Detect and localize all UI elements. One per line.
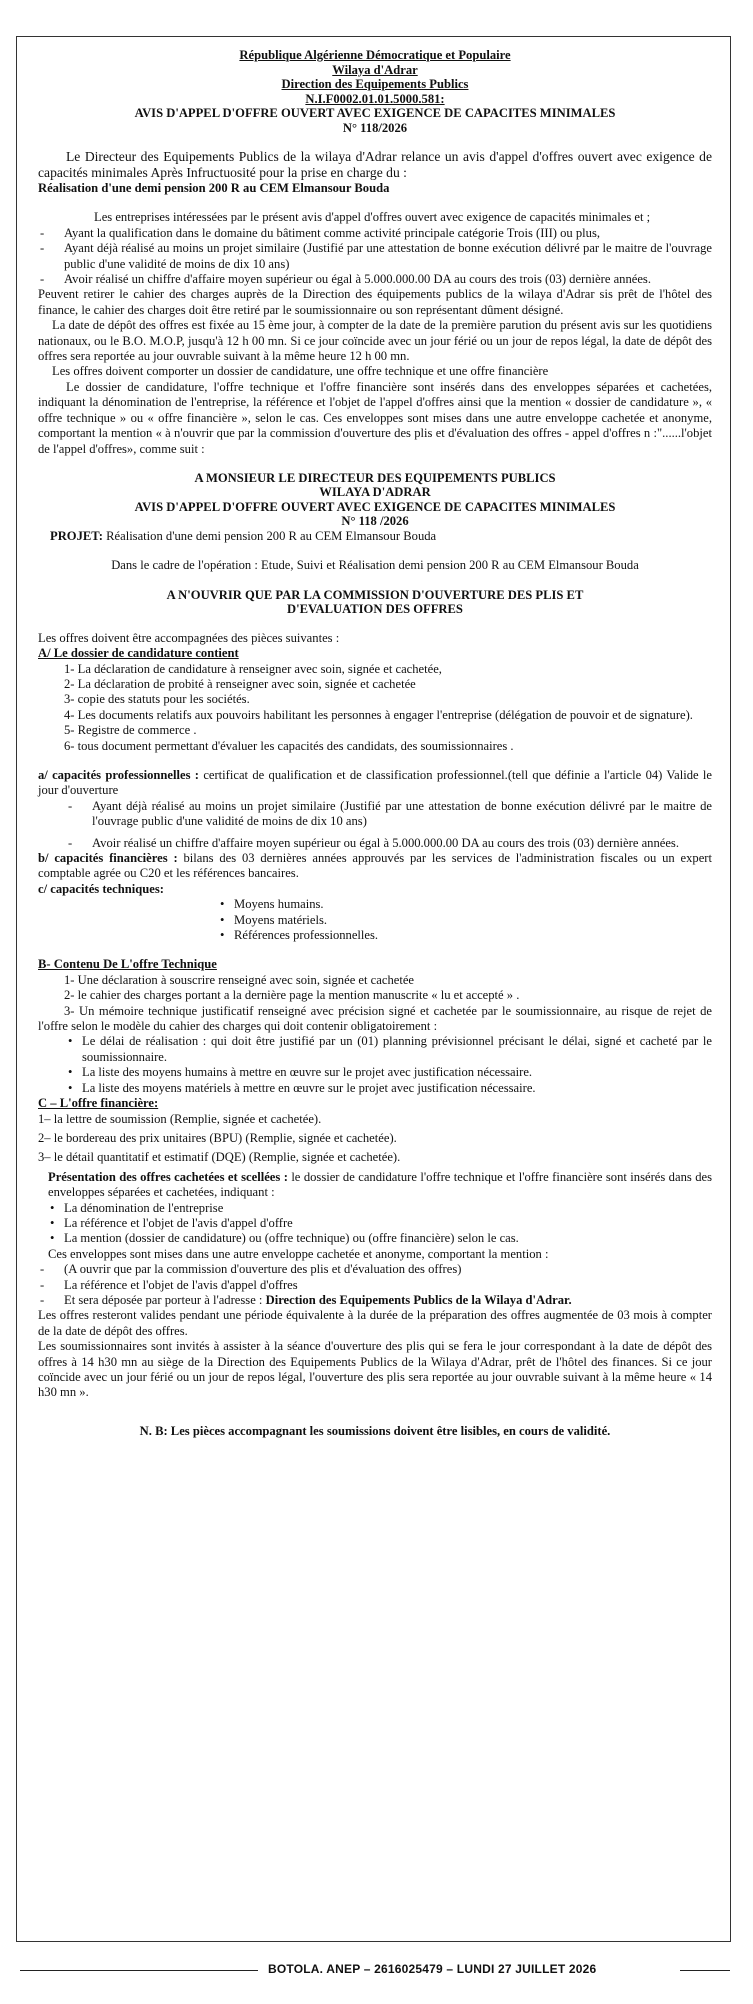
section-b-sublist bbox=[38, 1034, 712, 1096]
cap-fin-label: b/ capacités financières : bbox=[38, 851, 178, 865]
wilaya-title: Wilaya d'Adrar bbox=[332, 62, 418, 77]
section-b-list bbox=[38, 973, 712, 1035]
comporter-paragraph: Les offres doivent comporter un dossier de candidature, une offre technique et une offre financière bbox=[52, 364, 549, 379]
operation-line: Dans le cadre de l'opération : Etude, Suivi et Réalisation demi pension 200 R au CEM Elmansour Bouda bbox=[111, 558, 639, 573]
presentation-list bbox=[38, 1201, 712, 1247]
list-item: • La liste des moyens matériels à mettre en œuvre sur le projet avec justification nécessaire. bbox=[56, 1081, 712, 1096]
conditions-list bbox=[38, 226, 712, 288]
list-item: • Références professionnelles. bbox=[208, 928, 712, 943]
list-item: - (A ouvrir que par la commission d'ouverture des plis et d'évaluation des offres) bbox=[38, 1262, 712, 1277]
list-item: 2– le bordereau des prix unitaires (BPU) (Remplie, signée et cachetée). bbox=[38, 1130, 397, 1145]
conditions-intro: Les entreprises intéressées par le présent avis d'appel d'offres ouvert avec exigence de capacités minimales et ; bbox=[94, 210, 651, 225]
nb-note: N. B: Les pièces accompagnant les soumissions doivent être lisibles, en cours de validité. bbox=[139, 1423, 611, 1438]
address-line: A MONSIEUR LE DIRECTEUR DES EQUIPEMENTS PUBLICS bbox=[194, 470, 556, 485]
cap-pro-line bbox=[38, 768, 712, 799]
list-item: • Moyens matériels. bbox=[208, 913, 712, 928]
list-item: • La liste des moyens humains à mettre en œuvre sur le projet avec justification nécessaire. bbox=[56, 1065, 712, 1080]
cap-tech-label: c/ capacités techniques: bbox=[38, 881, 164, 896]
list-item: - Avoir réalisé un chiffre d'affaire moyen supérieur ou égal à 5.000.000.00 DA au cours des trois (03) dernière années. bbox=[38, 272, 712, 287]
mises-list bbox=[38, 1262, 712, 1308]
avis-number: N° 118/2026 bbox=[342, 120, 408, 135]
section-a-list bbox=[38, 662, 712, 754]
cap-fin-line bbox=[38, 851, 712, 882]
list-item: - La référence et l'objet de l'avis d'appel d'offres bbox=[38, 1278, 712, 1293]
direction-title: Direction des Equipements Publics bbox=[281, 77, 469, 91]
list-item: 4- Les documents relatifs aux pouvoirs habilitant les personnes à engager l'entreprise (délégation de pouvoir et de signature). bbox=[64, 707, 693, 722]
list-item: • Le délai de réalisation : qui doit être justifié par un (01) planning prévisionnel précisant le délai, signé et cacheté par le soumissionnaire. bbox=[56, 1034, 712, 1065]
section-c-title: C – L'offre financière: bbox=[38, 1096, 159, 1111]
list-item: 3- copie des statuts pour les sociétés. bbox=[64, 692, 250, 707]
deposee-text: Et sera déposée par porteur à l'adresse : bbox=[64, 1292, 263, 1307]
projet-value: Réalisation d'une demi pension 200 R au CEM Elmansour Bouda bbox=[106, 528, 437, 543]
deposee-item bbox=[38, 1293, 712, 1308]
section-a-title: A/ Le dossier de candidature contient bbox=[38, 646, 239, 661]
intro-paragraph: Le Directeur des Equipements Publics de la wilaya d'Adrar relance un avis d'appel d'offres ouvert avec exigence de capacités minimales Après Infructuosité pour la prise en charge du : bbox=[38, 149, 712, 180]
address-line: WILAYA D'ADRAR bbox=[319, 485, 431, 500]
list-item: 2- le cahier des charges portant a la dernière page la mention manuscrite « lu et accepté » . bbox=[64, 988, 520, 1003]
list-item: 2- La déclaration de probité à renseigner avec soin, signée et cachetée bbox=[64, 676, 416, 691]
list-item: - Ayant la qualification dans le domaine du bâtiment comme activité principale catégorie Trois (III) ou plus, bbox=[38, 226, 712, 241]
list-item: 5- Registre de commerce . bbox=[64, 723, 197, 738]
deposee-address: Direction des Equipements Publics de la Wilaya d'Adrar. bbox=[265, 1292, 572, 1307]
list-item: 3– le détail quantitatif et estimatif (DQE) (Remplie, signée et cachetée). bbox=[38, 1150, 401, 1165]
list-item: • La mention (dossier de candidature) ou (offre technique) ou (offre financière) selon le cas. bbox=[38, 1231, 712, 1246]
header-block bbox=[38, 48, 712, 135]
cap-pro-text: certificat de qualification et de classification professionnel.(tell que définie a l'article 04) Valide le jour d'ouverture bbox=[38, 767, 712, 798]
cap-pro-list bbox=[38, 799, 712, 851]
projet-line bbox=[38, 529, 712, 544]
depot-paragraph: La date de dépôt des offres est fixée au 15 ème jour, à compter de la date de la première parution du présent avis sur les quotidiens nationaux, ou le B.O. M.O.P, jusqu'à 12 h 00 mn. Si ce jour coïncide avec un jour férié ou un jour de repos légal, la date de dépôt des offres sera reportée au jour ouvrable suivant à la même heure 12 h 00 mn. bbox=[38, 318, 712, 364]
list-item: • La référence et l'objet de l'avis d'appel d'offre bbox=[38, 1216, 712, 1231]
list-item: 3- Un mémoire technique justificatif renseigné avec précision signé et cachetée par le soumissionnaire, au risque de rejet de l'offre selon le modèle du cahier des charges qui doit contenir obligatoirement : bbox=[38, 1003, 712, 1034]
mises-paragraph: Ces enveloppes sont mises dans une autre enveloppe cachetée et anonyme, comportant la mention : bbox=[48, 1246, 549, 1261]
republic-title: République Algérienne Démocratique et Populaire bbox=[239, 48, 511, 62]
document-body bbox=[38, 48, 712, 1439]
nif-number: N.I.F0002.01.01.5000.581: bbox=[305, 91, 445, 106]
footer-rule-left bbox=[20, 1970, 258, 1971]
footer bbox=[0, 1960, 753, 1990]
cap-fin-text: bilans des 03 dernières années approuvés par les services de l'administration fiscales ou un expert comptable agrée ou C20 et les références bancaires. bbox=[38, 851, 712, 881]
cap-pro-label: a/ capacités professionnelles : bbox=[38, 767, 199, 782]
list-item: 1- La déclaration de candidature à renseigner avec soin, signée et cachetée, bbox=[64, 661, 442, 676]
address-block bbox=[38, 471, 712, 529]
enveloppes-paragraph: Le dossier de candidature, l'offre technique et l'offre financière sont insérés dans des enveloppes séparées et cachetées, indiquant la dénomination de l'entreprise, la référence et l'objet de l'appel d'offres ainsi que la mention « dossier de candidature », « offre technique » ou « offre financière », selon le cas. Ces enveloppes sont mises dans une autre enveloppe cachetée et anonyme, comportant la mention « à n'ouvrir que par la commission d'ouverture des plis et d'évaluation des offres - appel d'offres n :"......l'objet de l'appel d'offres», comme suit : bbox=[38, 379, 712, 456]
invites-paragraph: Les soumissionnaires sont invités à assister à la séance d'ouverture des plis qui se fera le jour correspondant à la date de dépôt des offres à 14 h30 mn au siège de la Direction des Equipements Publics de la Wilaya d'Adrar, prêt de l'hôtel des finances. Si ce jour coïncide avec un jour férié ou un jour de repos légal, l'ouverture des plis sera reportée au jour ouvrable suivant à la même heure « 14 h30 mn ». bbox=[38, 1339, 712, 1400]
avis-title: AVIS D'APPEL D'OFFRE OUVERT AVEC EXIGENCE DE CAPACITES MINIMALES bbox=[134, 106, 616, 120]
list-item: - Ayant déjà réalisé au moins un projet similaire (Justifié par une attestation de bonne exécution délivré par le maitre de l'ouvrage public d'une validité de moins de dix 10 ans) bbox=[38, 241, 712, 272]
section-c-list bbox=[38, 1112, 712, 1166]
retirer-paragraph: Peuvent retirer le cahier des charges auprès de la Direction des équipements publics de la wilaya d'Adrar sis prêt de l'hôtel des finance, le cahier des charges doit être retiré par le soumissionnaire ou son représentant dûment désigné. bbox=[38, 287, 712, 317]
list-item: 6- tous document permettant d'évaluer les capacités des candidats, des soumissionnaires . bbox=[64, 738, 514, 753]
validite-paragraph: Les offres resteront valides pendant une période équivalente à la durée de la préparation des offres augmentée de 03 mois à compter de la date de dépôt des offres. bbox=[38, 1308, 712, 1338]
list-item: - Avoir réalisé un chiffre d'affaire moyen supérieur ou égal à 5.000.000.00 DA au cours des trois (03) dernière années. bbox=[66, 836, 712, 851]
footer-text: BOTOLA. ANEP – 2616025479 – LUNDI 27 JUILLET 2026 bbox=[268, 1962, 597, 1976]
cap-tech-list bbox=[38, 897, 712, 943]
list-item: - Ayant déjà réalisé au moins un projet similaire (Justifié par une attestation de bonne exécution délivré par le maitre de l'ouvrage public d'une validité de moins de dix 10 ans) bbox=[66, 799, 712, 830]
pieces-intro: Les offres doivent être accompagnées des pièces suivantes : bbox=[38, 630, 340, 645]
presentation-line bbox=[38, 1170, 712, 1201]
projet-label: PROJET: bbox=[50, 528, 103, 543]
footer-rule-right bbox=[680, 1970, 730, 1971]
address-line: AVIS D'APPEL D'OFFRE OUVERT AVEC EXIGENCE DE CAPACITES MINIMALES bbox=[134, 499, 616, 514]
section-b-title: B- Contenu De L'offre Technique bbox=[38, 957, 217, 972]
list-item: • La dénomination de l'entreprise bbox=[38, 1201, 712, 1216]
presentation-label: Présentation des offres cachetées et scellées : bbox=[48, 1169, 288, 1184]
project-title: Réalisation d'une demi pension 200 R au CEM Elmansour Bouda bbox=[38, 181, 390, 195]
list-item: 1– la lettre de soumission (Remplie, signée et cachetée). bbox=[38, 1111, 322, 1126]
nouvrir-line: A N'OUVRIR QUE PAR LA COMMISSION D'OUVERTURE DES PLIS ET D'EVALUATION DES OFFRES bbox=[166, 587, 584, 617]
list-item: • Moyens humains. bbox=[208, 897, 712, 912]
presentation-text: le dossier de candidature l'offre technique et l'offre financière sont insérés dans des enveloppes séparées et cachetées, indiquant : bbox=[48, 1169, 712, 1200]
list-item: 1- Une déclaration à souscrire renseigné avec soin, signée et cachetée bbox=[64, 972, 415, 987]
address-line: N° 118 /2026 bbox=[341, 514, 409, 529]
